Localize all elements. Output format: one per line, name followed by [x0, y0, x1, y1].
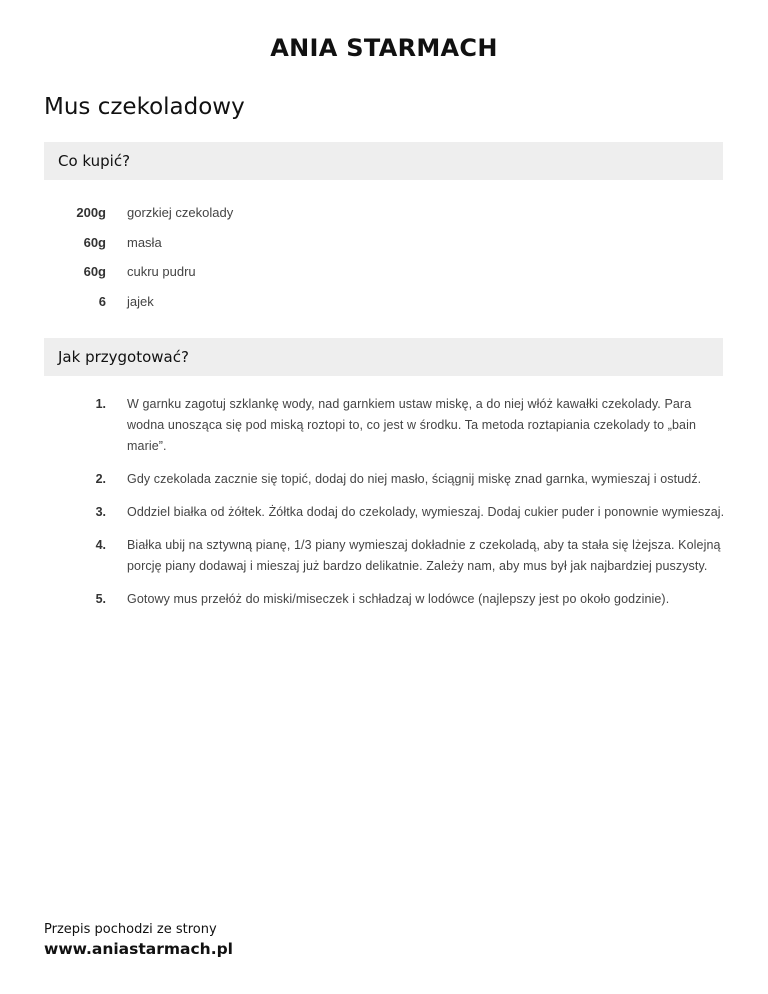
step-text: W garnku zagotuj szklankę wody, nad garnkiem ustaw miskę, a do niej włóż kawałki czekolady. Para wodna unosząca się pod miską roztopi to, co jest w środku. Ta metoda roztapiania czekolady to „bain marie”. — [127, 397, 696, 453]
footer-url-link[interactable]: www.aniastarmach.pl — [44, 940, 233, 958]
ingredient-name: gorzkiej czekolady — [127, 205, 234, 221]
section-header-method — [44, 338, 723, 376]
step-text: Gotowy mus przełóż do miski/miseczek i schładzaj w lodówce (najlepszy jest po około godzinie). — [127, 592, 670, 606]
section-header-shopping — [44, 142, 723, 180]
ingredient-row — [44, 198, 723, 228]
step-item — [44, 394, 734, 457]
ingredient-name: jajek — [127, 293, 154, 309]
step-item — [44, 535, 734, 577]
ingredient-name: masła — [127, 234, 162, 250]
ingredient-row — [44, 287, 723, 317]
step-number: 1. — [95, 397, 106, 411]
step-number: 5. — [95, 592, 106, 606]
step-text: Oddziel białka od żółtek. Żółtka dodaj do czekolady, wymieszaj. Dodaj cukier puder i ponownie wymieszaj. — [127, 505, 725, 519]
step-item — [44, 589, 734, 610]
step-item — [44, 469, 734, 490]
section-header-method-label: Jak przygotować? — [58, 348, 189, 366]
ingredient-name: cukru pudru — [127, 264, 196, 280]
step-list — [44, 394, 734, 622]
ingredient-list — [44, 198, 723, 316]
ingredient-quantity: 60g — [83, 234, 106, 250]
footer-source-label: Przepis pochodzi ze strony — [44, 922, 217, 937]
ingredient-row — [44, 228, 723, 258]
section-header-shopping-label: Co kupić? — [58, 152, 131, 170]
ingredient-quantity: 200g — [76, 205, 106, 221]
ingredient-row — [44, 257, 723, 287]
step-number: 4. — [95, 538, 106, 552]
step-number: 3. — [95, 505, 106, 519]
step-text: Gdy czekolada zacznie się topić, dodaj do niej masło, ściągnij miskę znad garnka, wymieszaj i ostudź. — [127, 472, 702, 486]
recipe-title: Mus czekoladowy — [44, 94, 245, 120]
ingredient-quantity: 60g — [83, 264, 106, 280]
step-item — [44, 502, 734, 523]
step-text: Białka ubij na sztywną pianę, 1/3 piany wymieszaj dokładnie z czekoladą, aby ta stała się lżejsza. Kolejną porcję piany dodawaj i mieszaj już bardzo delikatnie. Zależy nam, aby mus był jak najbardziej puszysty. — [127, 538, 721, 573]
ingredient-quantity: 6 — [98, 293, 106, 309]
step-number: 2. — [95, 472, 106, 486]
brand-logo: ANIA STARMACH — [270, 34, 498, 62]
